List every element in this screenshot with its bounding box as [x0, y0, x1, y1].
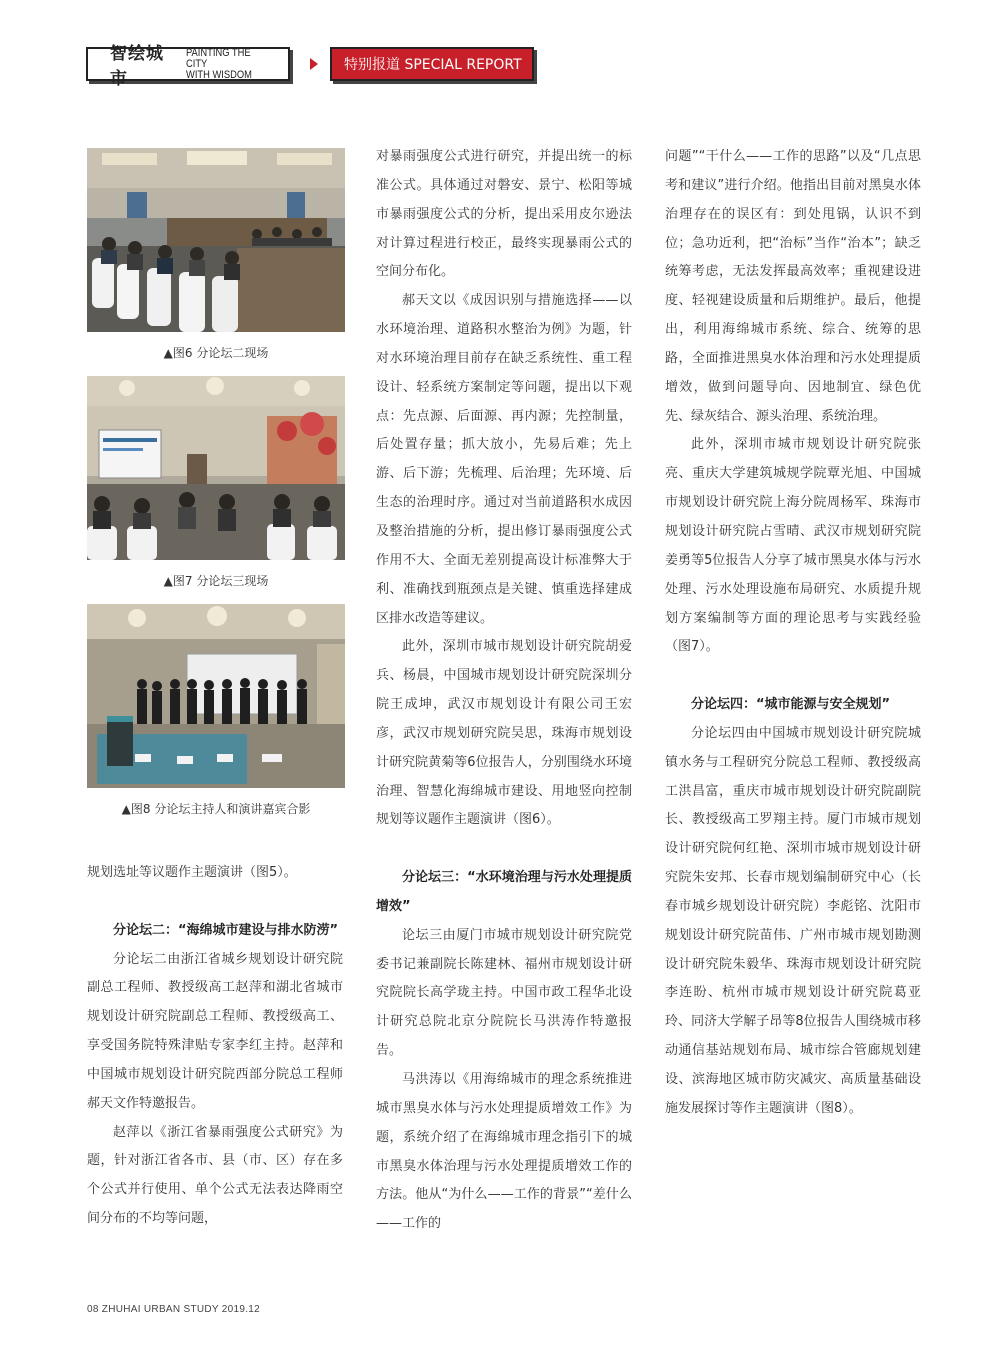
forum-2-heading: 分论坛二：“海绵城市建设与排水防涝” — [113, 922, 339, 938]
section-title-en-line2: WITH WISDOM — [186, 68, 253, 81]
paragraph-continued: 规划选址等议题作主题演讲（图5）。 — [87, 865, 297, 880]
paragraph: 问题”“干什么——工作的思路”以及“几点思考和建议”进行介绍。他指出目前对黑臭水体治理存在的误区有：到处甩锅，认识不到位；急功近利，把“治标”当作“治本”；缺乏统筹考虑，无法发挥最高效率；重视建设进度、轻视建设质量和后期维护。最后，他提出，利用海绵城市系统、综合、统筹的思路，全面推进黑臭水体治理和污水处理提质增效，做到问题导向、因地制宜、绿色优先、绿灰结合、源头治理、系统治理。 — [665, 149, 921, 424]
paragraph: 论坛三由厦门市城市规划设计研究院党委书记兼副院长陈建林、福州市规划设计研究院院长高学珑主持。中国市政工程华北设计研究总院北京分院院长马洪涛作特邀报告。 — [376, 927, 632, 1059]
section-label-box — [86, 44, 290, 89]
paragraph: 马洪涛以《用海绵城市的理念系统推进城市黑臭水体与污水处理提质增效工作》为题，系统介绍了在海绵城市理念指引下的城市黑臭水体治理与污水处理提质增效工作的方法。他从“为什么——工作的背景”“差什么——工作的 — [376, 1072, 632, 1232]
forum-3-heading: 分论坛三：“水环境治理与污水处理提质增效” — [376, 870, 632, 914]
figure-6-photo — [87, 148, 345, 332]
group-photo-icon — [87, 604, 345, 788]
paragraph: 此外，深圳市城市规划设计研究院胡爱兵、杨晨，中国城市规划设计研究院深圳分院王成坤，武汉市规划设计有限公司王宏彦，武汉市规划研究院吴思，珠海市规划设计研究院黄菊等6位报告人，分别围绕水环境治理、智慧化海绵城市建设、用地竖向控制规划等议题作主题演讲（图6）。 — [376, 639, 632, 828]
section-title-en — [186, 48, 272, 81]
page-footer: 08 ZHUHAI URBAN STUDY 2019.12 — [87, 1304, 261, 1315]
paragraph: 此外，深圳市城市规划设计研究院张亮、重庆大学建筑城规学院覃光旭、中国城市规划设计研究院上海分院周杨军、珠海市规划设计研究院占雪晴、武汉市规划研究院姜勇等5位报告人分享了城市黑臭水体与污水处理、污水处理设施布局研究、水质提升规划方案编制等方面的理论思考与实践经验（图7）。 — [665, 437, 921, 655]
paragraph: 郝天文以《成因识别与措施选择——以水环境治理、道路积水整治为例》为题，针对水环境治理目前存在缺乏系统性、重工程设计、轻系统方案制定等问题，提出以下观点：先点源、后面源、再内源；先控制量，后处置存量；抓大放小，先易后难；先上游、后下游；先梳理、后治理；先环境、后生态的治理时序。通过对当前道路积水成因及整治措施的分析，提出修订暴雨强度公式作用不大、全面无差别提高设计标准弊大于利、准确找到瓶颈点是关键、慎重选择建成区排水改造等建议。 — [376, 293, 632, 626]
section-title-cn: 智绘城市 — [110, 44, 164, 89]
figure-7-caption: ▲图7 分论坛三现场 — [163, 574, 269, 588]
paragraph: 分论坛二由浙江省城乡规划设计研究院副总工程师、教授级高工赵萍和湖北省城市规划设计研究院副总工程师、教授级高工、享受国务院特殊津贴专家李红主持。赵萍和中国城市规划设计研究院西部分院总工程师郝天文作特邀报告。 — [87, 951, 343, 1111]
section-title-en-line1: PAINTING THE CITY — [186, 46, 251, 70]
play-arrow-icon — [310, 58, 318, 70]
page-header — [86, 44, 546, 89]
conference-room-photo-icon — [87, 148, 345, 332]
paragraph: 对暴雨强度公式进行研究，并提出统一的标准公式。具体通过对磐安、景宁、松阳等城市暴雨强度公式的分析，提出采用皮尔逊法对计算过程进行校正，最终实现暴雨公式的空间分布化。 — [376, 149, 632, 280]
figure-6-caption: ▲图6 分论坛二现场 — [163, 346, 269, 360]
forum-4-heading: 分论坛四：“城市能源与安全规划” — [691, 697, 891, 713]
presentation-hall-photo-icon — [87, 376, 345, 560]
special-report-label: 特别报道 SPECIAL REPORT — [330, 47, 534, 81]
figure-8-photo — [87, 604, 345, 788]
paragraph: 赵萍以《浙江省暴雨强度公式研究》为题，针对浙江省各市、县（市、区）存在多个公式并行使用、单个公式无法表达降雨空间分布的不均等问题， — [87, 1124, 343, 1227]
figure-8-caption: ▲图8 分论坛主持人和演讲嘉宾合影 — [121, 802, 311, 816]
figure-7-photo — [87, 376, 345, 560]
column-3-text — [665, 143, 921, 1124]
column-2-text — [376, 143, 632, 1239]
column-1-text — [87, 859, 343, 1234]
paragraph: 分论坛四由中国城市规划设计研究院城镇水务与工程研究分院总工程师、教授级高工洪昌富，重庆市城市规划设计研究院副院长、教授级高工罗翔主持。厦门市城市规划设计研究院何红艳、深圳市城市规划设计研究院朱安邦、长春市规划编制研究中心（长春市城乡规划设计研究院）李彪铭、沈阳市规划设计研究院苗伟、广州市城市规划勘测设计研究院朱毅华、珠海市规划设计研究院李连盼、杭州市城市规划设计研究院葛亚玲、同济大学解子昂等8位报告人围绕城市移动通信基站规划布局、城市综合管廊规划建设、滨海地区城市防灾减灾、高质量基础设施发展探讨等作主题演讲（图8）。 — [665, 725, 921, 1116]
